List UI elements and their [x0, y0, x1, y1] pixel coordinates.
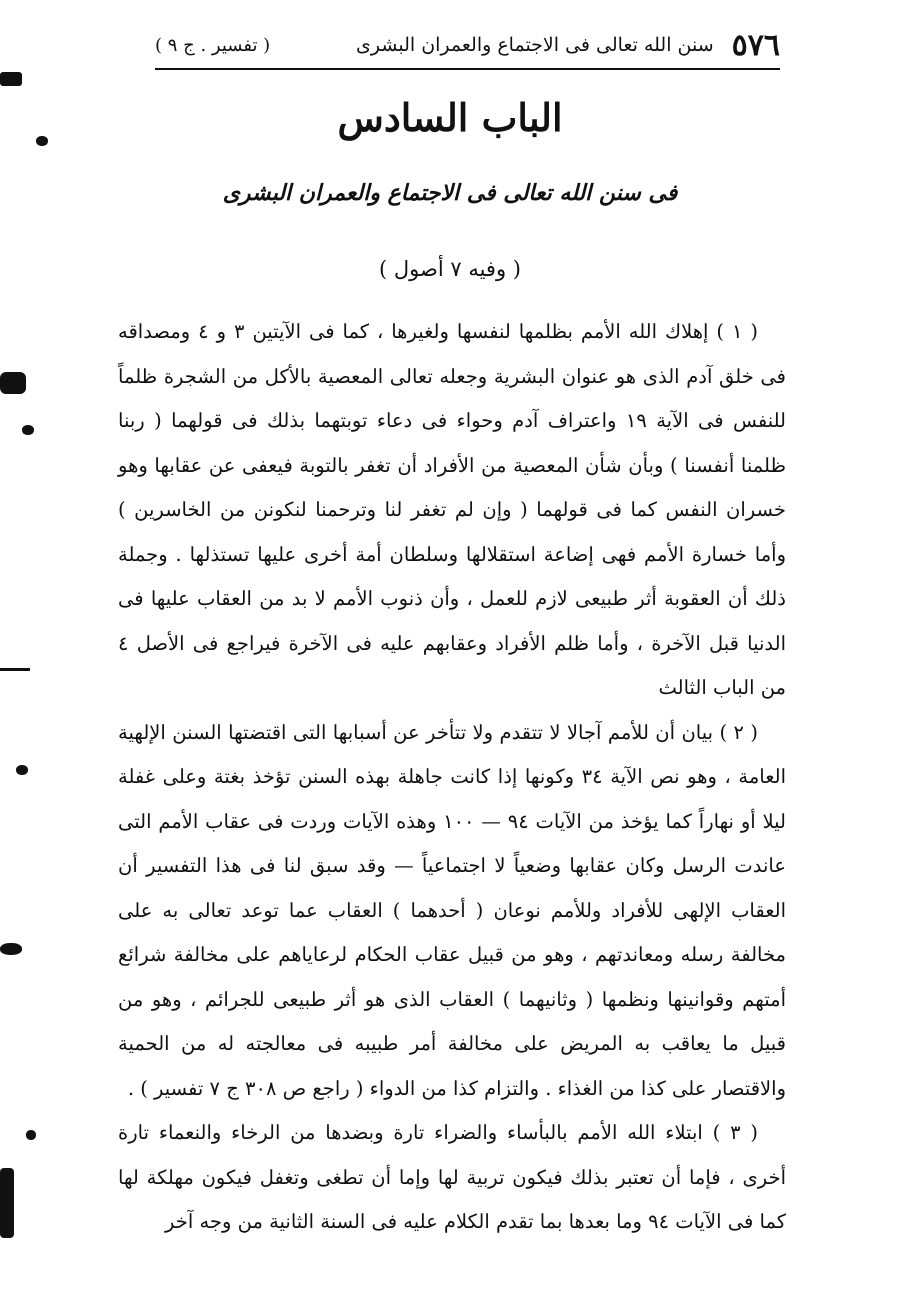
scan-speck — [26, 1130, 36, 1140]
scan-speck — [36, 136, 48, 146]
scan-speck — [16, 765, 28, 775]
chapter-title: الباب السادس — [337, 95, 563, 140]
body-text — [118, 310, 786, 1245]
principles-count: ( وفيه ٧ أصول ) — [379, 257, 521, 281]
scan-speck — [0, 943, 22, 955]
scan-speck — [0, 372, 26, 394]
scan-speck — [0, 72, 22, 86]
paragraph-2: ( ٢ ) بيان أن للأمم آجالا لا تتقدم ولا تتأخر عن أسبابها التى اقتضتها السنن الإلهية العامة ، وهو نص الآية ٣٤ وكونها إذا كانت جاهلة بهذه السنن تؤخذ بغتة وعلى غفلة ليلا أو نهاراً كما يؤخذ من الآيات ٩٤ — ١٠٠ وهذه الآيات وردت فى عقاب الأمم التى عاندت الرسل وكان عقابها وضعياً لا اجتماعياً — وقد سبق لنا فى هذا التفسير أن العقاب الإلهى للأفراد وللأمم نوعان ( أحدهما ) العقاب عما توعد تعالى به على مخالفة رسله ومعاندتهم ، وهو من قبيل عقاب الحكام لرعاياهم على مخالفة شرائع أمتهم وقوانينها ونظمها ( وثانيهما ) العقاب الذى هو أثر طبيعى للجرائم ، وهو من قبيل ما يعاقب به المريض على مخالفة أمر طبيبه فى معالجته له من الحمية والاقتصار على كذا من الغذاء . والتزام كذا من الدواء ( راجع ص ٣٠٨ ج ٧ تفسير ) . — [118, 720, 787, 1100]
scan-speck — [0, 1168, 14, 1238]
volume-note: ( تفسير . ج ٩ ) — [155, 34, 271, 56]
running-header — [155, 22, 780, 70]
running-title: سنن الله تعالى فى الاجتماع والعمران البشرى — [356, 34, 714, 56]
chapter-subtitle: فى سنن الله تعالى فى الاجتماع والعمران البشرى — [222, 180, 678, 206]
scan-speck — [0, 668, 30, 671]
page-number: ٥٧٦ — [731, 27, 780, 63]
paragraph-3: ( ٣ ) ابتلاء الله الأمم بالبأساء والضراء تارة وبضدها من الرخاء والنعماء تارة أخرى ، فإما أن تعتبر بذلك فيكون تربية لها وإما أن تطغى وتغفل فيكون مهلكة لها كما فى الآيات ٩٤ وما بعدها بما تقدم الكلام عليه فى السنة الثانية من وجه آخر — [118, 1121, 786, 1233]
paragraph-1: ( ١ ) إهلاك الله الأمم بظلمها لنفسها ولغيرها ، كما فى الآيتين ٣ و ٤ ومصداقه فى خلق آدم الذى هو عنوان البشرية وجعله تعالى المعصية بالأكل من الشجرة ظلماً للنفس فى الآية ١٩ واعتراف آدم وحواء فى دعاء توبتهما بذلك فى قولهما ( ربنا ظلمنا أنفسنا ) وبأن شأن المعصية من الأفراد أن تغفر بالتوبة فيعفى عن عقابها وهو خسران النفس كما فى قولهما ( وإن لم تغفر لنا وترحمنا لنكونن من الخاسرين ) وأما خسارة الأمم فهى إضاعة استقلالها وسلطان أمة أخرى عليها تستذلها . وجملة ذلك أن العقوبة أثر طبيعى لازم للعمل ، وأن ذنوب الأمم لا بد من العقاب عليها فى الدنيا قبل الآخرة ، وأما ظلم الأفراد وعقابهم عليه فى الآخرة فيراجع فى الأصل ٤ من الباب الثالث — [118, 320, 786, 699]
scan-speck — [22, 425, 34, 435]
